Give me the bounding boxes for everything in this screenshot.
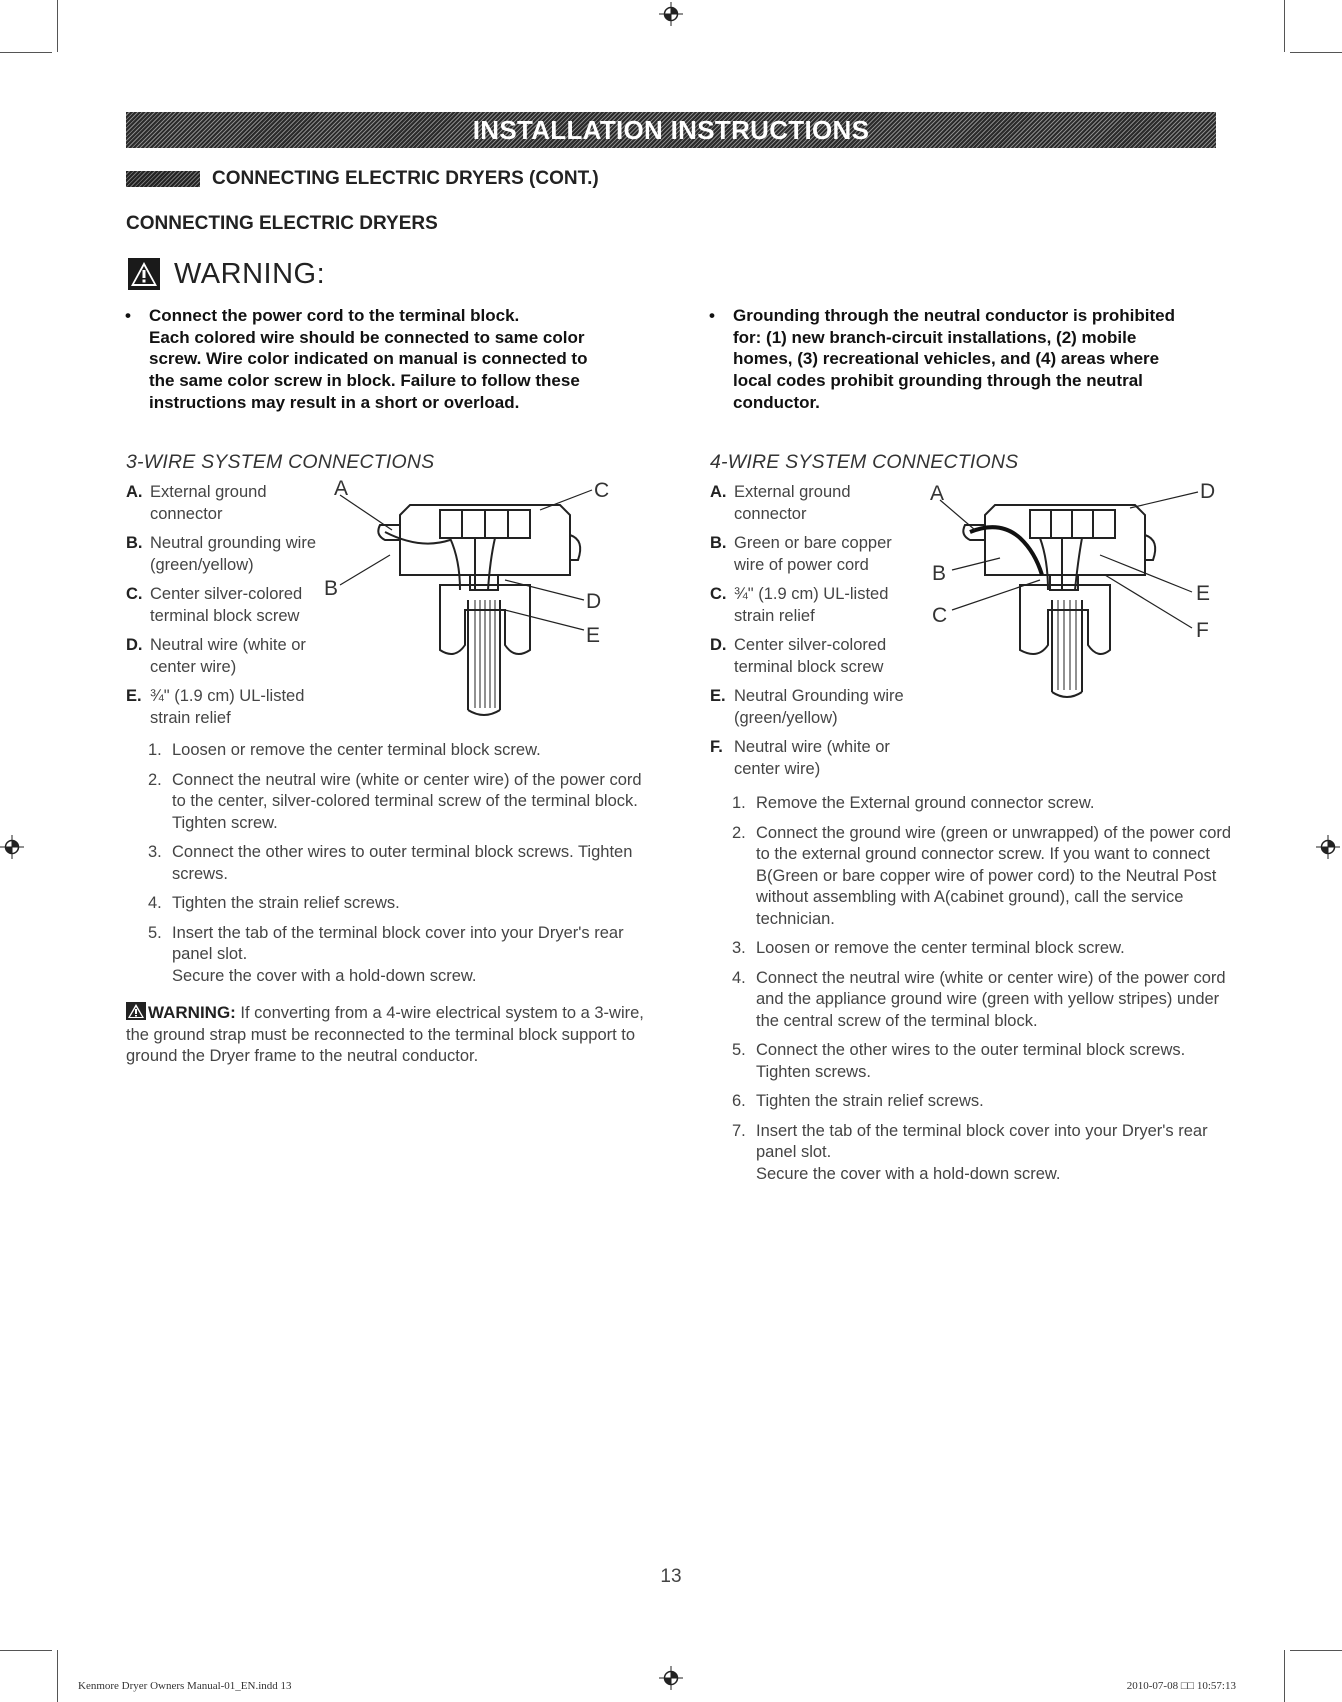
legend-item <box>710 482 915 525</box>
registration-mark-icon <box>1316 835 1340 859</box>
legend-letter: F. <box>710 738 723 756</box>
crop-mark <box>1284 0 1285 52</box>
legend-item <box>126 635 331 678</box>
step-item <box>148 740 648 762</box>
four-wire-heading: 4-WIRE SYSTEM CONNECTIONS <box>710 451 1019 473</box>
legend-letter: D. <box>126 636 143 654</box>
diagram-label: D <box>586 590 602 613</box>
step-text: Insert the tab of the terminal block cover into your Dryer's rear panel slot. <box>172 923 624 963</box>
legend-text: Center silver-colored terminal block screw <box>734 636 887 676</box>
step-text: Insert the tab of the terminal block cover into your Dryer's rear panel slot. <box>756 1121 1208 1161</box>
bullet-dot: • <box>125 306 131 325</box>
legend-letter: C. <box>710 585 727 603</box>
step-number: 2. <box>148 770 162 789</box>
step-number: 3. <box>148 843 162 861</box>
warning-line: homes, (3) recreational vehicles, and (4) areas where <box>733 349 1160 369</box>
page-number: 13 <box>660 1566 682 1587</box>
step-number: 4. <box>148 894 162 912</box>
legend-item <box>710 635 915 678</box>
legend-letter: D. <box>710 636 727 654</box>
registration-mark-icon <box>0 835 24 859</box>
legend-text: External ground connector <box>734 483 851 523</box>
legend-item <box>126 533 331 576</box>
legend-item <box>710 737 915 780</box>
legend-text: ¾" (1.9 cm) UL-listed strain relief <box>150 687 305 727</box>
legend-text: Neutral Grounding wire (green/yellow) <box>734 687 904 727</box>
footer-timestamp: 2010-07-08 □□ 10:57:13 <box>1126 1680 1236 1692</box>
warning-icon <box>128 258 160 290</box>
diagram-label: E <box>586 624 601 647</box>
banner-title: INSTALLATION INSTRUCTIONS <box>472 115 870 145</box>
step-item <box>732 938 1232 960</box>
step-number: 6. <box>732 1092 746 1110</box>
step-item <box>732 793 1232 815</box>
crop-mark <box>0 52 52 53</box>
crop-mark <box>1284 1650 1285 1702</box>
warning-line: instructions may result in a short or overload. <box>149 392 520 412</box>
step-item <box>148 770 648 835</box>
four-wire-legend <box>710 482 915 788</box>
four-wire-diagram <box>930 480 1230 700</box>
warning-line: for: (1) new branch-circuit installations, (2) mobile <box>733 327 1137 347</box>
step-text: Tighten the strain relief screws. <box>756 1092 984 1110</box>
step-text: Connect the neutral wire (white or center wire) of the power cord and the appliance ground wire (green with yellow stripes) under the central screw of the terminal block. <box>756 968 1226 1030</box>
diagram-label: B <box>932 562 947 585</box>
warning-line: Each colored wire should be connected to same color <box>149 327 585 347</box>
legend-text: Center silver-colored terminal block screw <box>150 585 303 625</box>
crop-mark <box>57 1650 58 1702</box>
legend-letter: E. <box>126 687 142 705</box>
step-item <box>732 1091 1232 1113</box>
legend-text: Green or bare copper wire of power cord <box>734 534 892 574</box>
warning-line: Connect the power cord to the terminal block. <box>149 306 520 325</box>
crop-mark <box>1290 52 1342 53</box>
warning-line: screw. Wire color indicated on manual is connected to <box>149 349 588 369</box>
crop-mark <box>1290 1650 1342 1651</box>
footer-file-name: Kenmore Dryer Owners Manual-01_EN.indd 13 <box>78 1680 292 1692</box>
three-wire-diagram <box>324 477 640 720</box>
legend-item <box>710 584 915 627</box>
warning-left-bullet <box>125 305 649 414</box>
legend-item <box>126 584 331 627</box>
header-banner <box>126 112 1216 148</box>
legend-item <box>710 686 915 729</box>
legend-text: Neutral grounding wire (green/yellow) <box>150 534 317 574</box>
legend-letter: A. <box>126 483 143 501</box>
legend-letter: C. <box>126 585 143 603</box>
diagram-label: E <box>1196 582 1211 605</box>
step-item <box>732 823 1232 931</box>
step-text: Connect the neutral wire (white or center wire) of the power cord to the center, silver-colored terminal screw of the terminal block. Tighten screw. <box>172 770 642 832</box>
legend-letter: B. <box>126 534 143 552</box>
diagram-label: F <box>1196 619 1209 642</box>
three-wire-heading: 3-WIRE SYSTEM CONNECTIONS <box>126 451 435 473</box>
step-item <box>148 842 648 885</box>
legend-item <box>126 482 331 525</box>
legend-item <box>126 686 331 729</box>
legend-letter: A. <box>710 483 727 501</box>
step-number: 1. <box>732 794 746 812</box>
step-number: 3. <box>732 939 746 957</box>
warning-heading: WARNING: <box>174 258 326 290</box>
three-wire-warning <box>126 1002 646 1068</box>
section-title: CONNECTING ELECTRIC DRYERS (CONT.) <box>212 168 599 189</box>
warning-line: Grounding through the neutral conductor is prohibited <box>733 306 1175 325</box>
warning-line: local codes prohibit grounding through the neutral <box>733 371 1143 391</box>
step-number: 1. <box>148 741 162 759</box>
step-extra-text: Secure the cover with a hold-down screw. <box>172 966 477 985</box>
legend-item <box>710 533 915 576</box>
step-item <box>732 1040 1232 1083</box>
four-wire-steps <box>732 793 1232 1193</box>
diagram-label: A <box>334 477 349 500</box>
step-text: Remove the External ground connector screw. <box>756 794 1095 812</box>
legend-text: ¾" (1.9 cm) UL-listed strain relief <box>734 585 889 625</box>
three-wire-steps <box>148 740 648 995</box>
legend-text: External ground connector <box>150 483 267 523</box>
subsection-title: CONNECTING ELECTRIC DRYERS <box>126 213 438 234</box>
warning-icon <box>126 1002 146 1020</box>
diagram-label: A <box>930 482 945 505</box>
diagram-label: C <box>594 479 610 502</box>
step-number: 5. <box>148 923 162 942</box>
crop-mark <box>0 1650 52 1651</box>
step-item <box>148 893 648 915</box>
legend-letter: B. <box>710 534 727 552</box>
step-item <box>732 968 1232 1033</box>
step-text: Connect the other wires to the outer terminal block screws. Tighten screws. <box>756 1041 1186 1081</box>
legend-text: Neutral wire (white or center wire) <box>734 738 890 778</box>
warning-label: WARNING: <box>148 1003 236 1022</box>
step-text: Connect the ground wire (green or unwrapped) of the power cord to the external ground connector screw. If you want to connect B(Green or bare copper wire of power cord) to the Neutral Post without assembling with A(cabinet ground), call the service technician. <box>756 823 1232 928</box>
crop-mark <box>57 0 58 52</box>
warning-line: conductor. <box>733 392 820 412</box>
section-marker <box>126 171 200 187</box>
step-item <box>148 923 648 988</box>
step-text: Loosen or remove the center terminal block screw. <box>172 741 541 759</box>
step-number: 5. <box>732 1041 746 1059</box>
warning-text: If converting from a 4-wire electrical system to a 3-wire, the ground strap must be reconnected to the terminal block support to ground the Dryer frame to the neutral conductor. <box>126 1004 644 1065</box>
diagram-label: D <box>1200 480 1216 503</box>
step-number: 4. <box>732 968 746 987</box>
step-extra-text: Secure the cover with a hold-down screw. <box>756 1164 1061 1183</box>
step-text: Connect the other wires to outer terminal block screws. Tighten screws. <box>172 843 633 883</box>
registration-mark-icon <box>659 1666 683 1690</box>
bullet-dot: • <box>709 306 715 325</box>
step-number: 2. <box>732 823 746 842</box>
three-wire-legend <box>126 482 331 737</box>
diagram-label: C <box>932 604 948 627</box>
registration-mark-icon <box>659 2 683 26</box>
diagram-label: B <box>324 577 339 600</box>
legend-letter: E. <box>710 687 726 705</box>
step-text: Loosen or remove the center terminal block screw. <box>756 939 1125 957</box>
step-item <box>732 1121 1232 1186</box>
step-number: 7. <box>732 1121 746 1140</box>
legend-text: Neutral wire (white or center wire) <box>150 636 306 676</box>
warning-line: the same color screw in block. Failure to follow these <box>149 371 580 391</box>
warning-right-bullet <box>709 305 1233 414</box>
step-text: Tighten the strain relief screws. <box>172 894 400 912</box>
